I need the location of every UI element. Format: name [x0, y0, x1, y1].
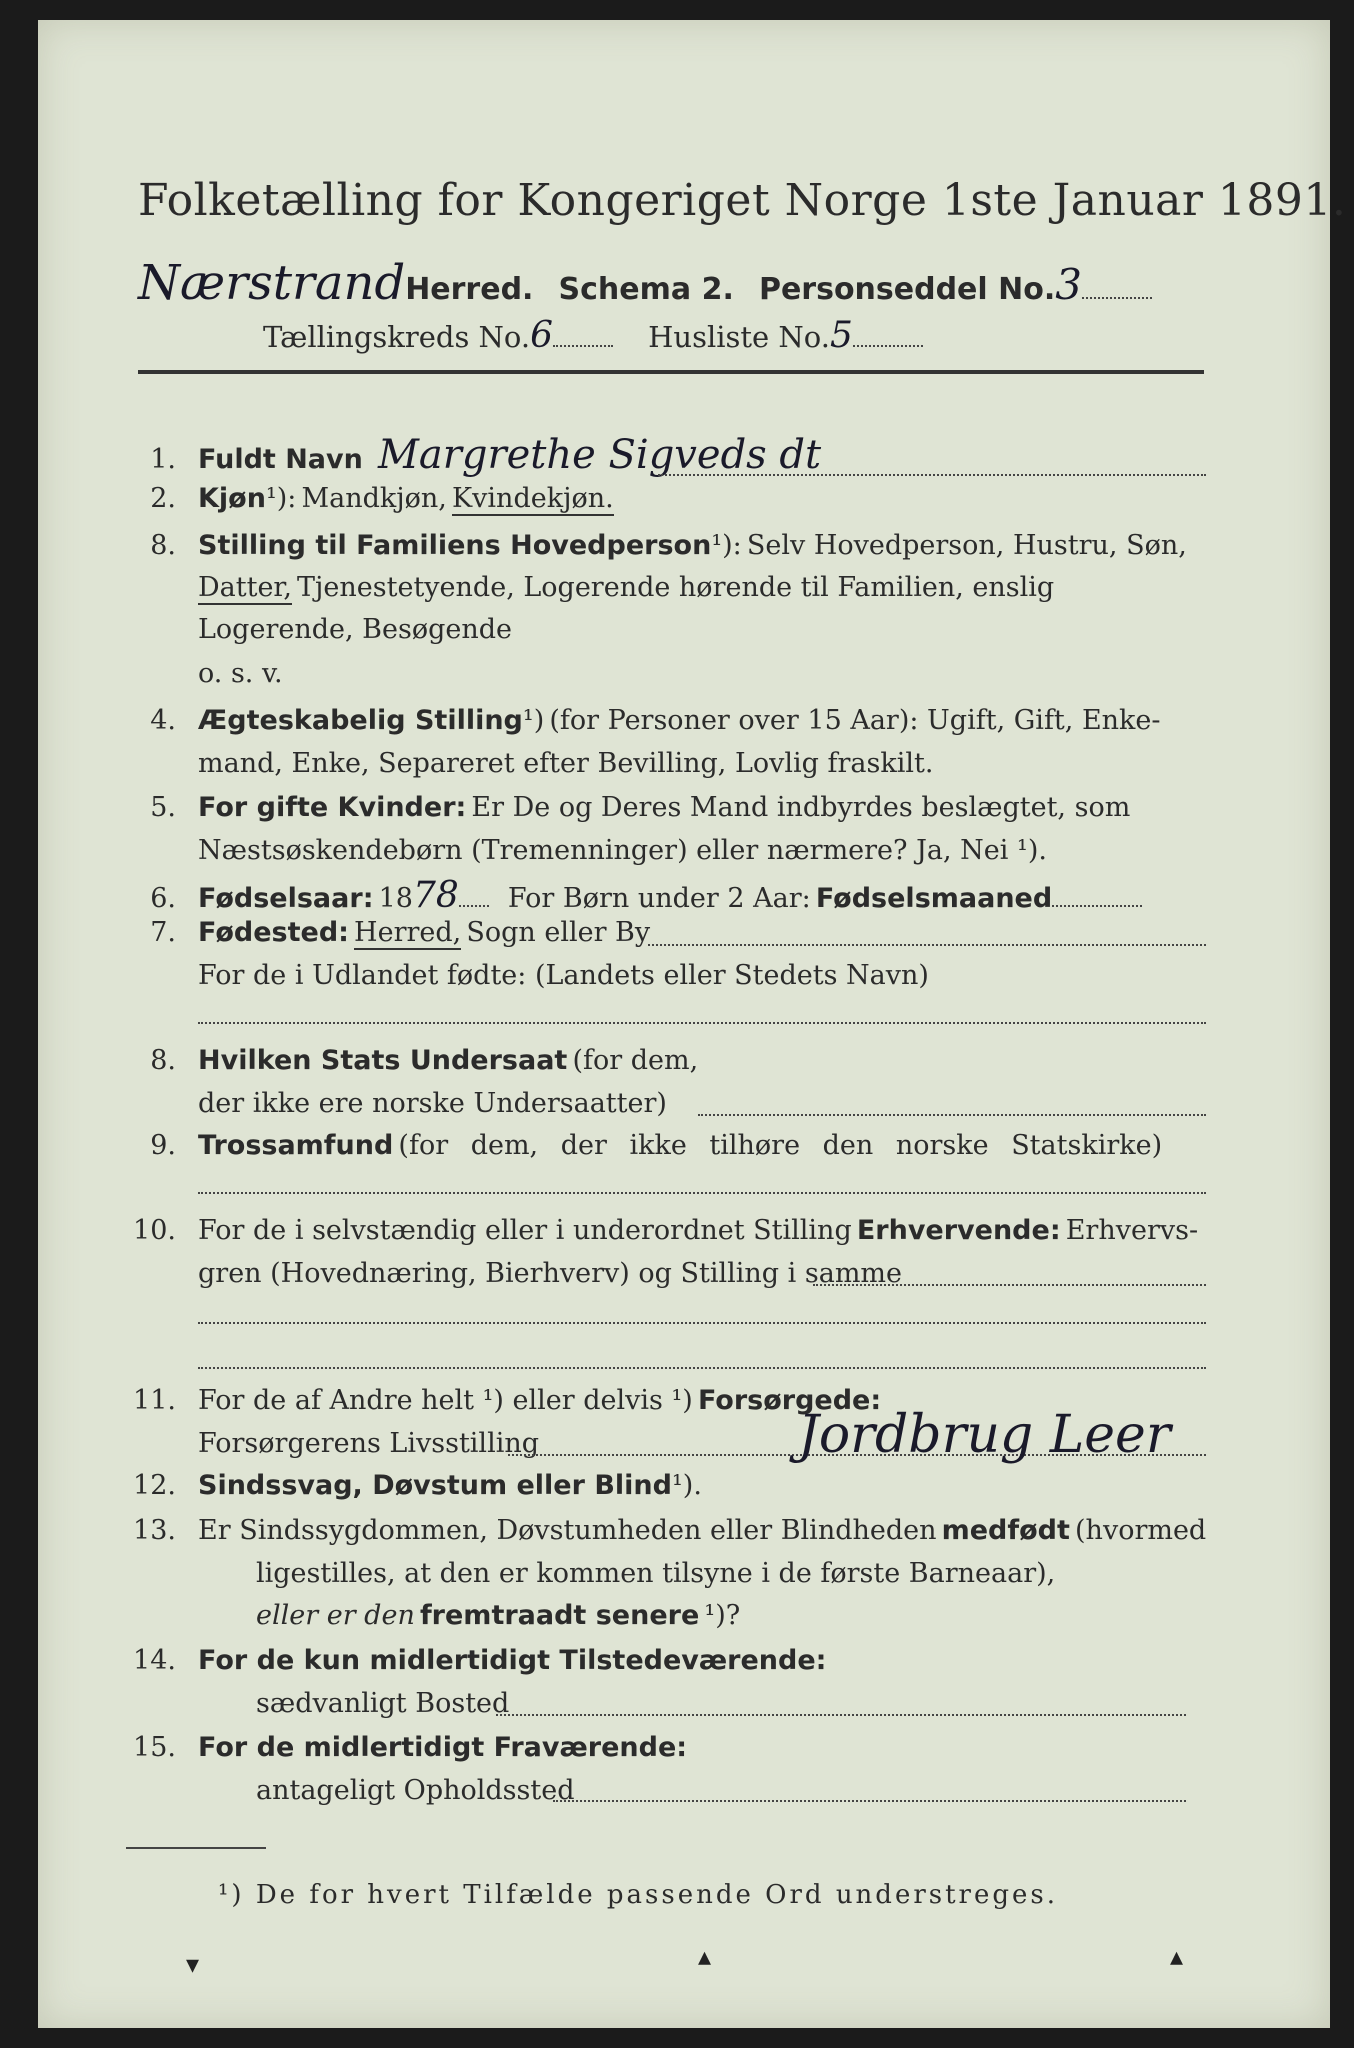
birth-year-value: 78 [412, 875, 459, 916]
field-label: Stilling til Familiens Hovedperson [198, 530, 712, 561]
superscript: ¹) [522, 705, 545, 736]
field-number: 4. [150, 705, 176, 736]
field-text: antageligt Opholdssted [256, 1775, 575, 1806]
personseddel-label: Personseddel No. [758, 272, 1056, 307]
field-text: For de af Andre helt ¹) eller delvis ¹) [198, 1385, 693, 1416]
field-label: Fødested: [198, 917, 349, 948]
field-label: Hvilken Stats Undersaat [198, 1045, 568, 1076]
field-text: mand, Enke, Separeret efter Bevilling, Lovlig fraskilt. [198, 748, 934, 779]
field-number: 15. [133, 1732, 176, 1763]
answer-line [648, 942, 1206, 946]
field-text: Logerende, Besøgende [198, 614, 512, 645]
field-text: Næstsøskendebørn (Tremenninger) eller nærmere? Ja, Nei ¹). [198, 835, 1047, 866]
option-herred-selected: Herred, [354, 917, 462, 948]
answer-line [198, 1320, 1206, 1324]
year-prefix: 18 [378, 883, 413, 914]
field-text: o. s. v. [198, 658, 283, 689]
field-label: Ægteskabelig Stilling [198, 705, 523, 736]
herred-handwritten: Nærstrand [138, 255, 406, 311]
field-text: For de i selvstændig eller i underordnet Stilling [198, 1215, 852, 1246]
field-11-line-2 [198, 1428, 539, 1459]
field-14 [118, 1645, 826, 1676]
field-4-line-2 [198, 748, 933, 779]
field-label: Sindssvag, Døvstum eller Blind [198, 1470, 672, 1501]
field-text: (for Personer over 15 Aar): Ugift, Gift, Enke- [549, 705, 1161, 736]
field-number: 10. [133, 1215, 176, 1246]
field-text: Erhvervs- [1065, 1215, 1199, 1246]
field-10 [118, 1215, 1198, 1246]
field-label: Kjøn [198, 483, 266, 514]
option-datter-selected: Datter, [198, 572, 292, 603]
field-label: Trossamfund [198, 1130, 394, 1161]
field-3-line-2 [198, 572, 1054, 603]
husliste-label: Husliste No. [648, 320, 830, 354]
header-rule [138, 370, 1204, 374]
field-text: (for dem, [572, 1045, 699, 1076]
field-label: Erhvervende: [856, 1215, 1061, 1246]
answer-line [553, 1798, 1186, 1802]
field-9 [118, 1130, 1162, 1161]
field-3-line-4 [198, 658, 283, 689]
field-text: gren (Hovednæring, Bierhverv) og Stilling i samme [198, 1258, 903, 1289]
superscript: ¹): [265, 483, 297, 514]
field-label: Fuldt Navn [198, 444, 363, 475]
field-5 [118, 792, 1130, 823]
field-number: 2. [150, 483, 176, 514]
field-label: Fødselsaar: [198, 883, 374, 914]
field-14-line-2 [256, 1688, 509, 1719]
field-label: For de midlertidigt Fraværende: [198, 1732, 688, 1763]
supporter-occupation-value: Jordbrug Leer [798, 1405, 1171, 1465]
field-13-line-3 [256, 1600, 740, 1631]
field-text: Er De og Deres Mand indbyrdes beslægtet, som [471, 792, 1131, 823]
field-text: (hvormed [1075, 1515, 1207, 1546]
corner-mark-icon: ▴ [698, 1942, 712, 1972]
field-3-line-3 [198, 614, 512, 645]
field-8-line-2 [198, 1088, 667, 1119]
personseddel-value: 3 [1055, 260, 1082, 309]
field-number: 1. [150, 444, 176, 475]
footnote-rule [126, 1847, 266, 1849]
field-text: (for dem, der ikke tilhøre den norske Statskirke) [398, 1130, 1163, 1161]
option-kvindekjon-selected: Kvindekjøn. [452, 483, 614, 514]
header-line-1 [138, 255, 1152, 311]
field-text: eller er den [256, 1600, 415, 1631]
field-label: Forsørgede: [697, 1385, 882, 1416]
answer-line [698, 1112, 1206, 1116]
field-text: ¹)? [704, 1600, 741, 1631]
answer-line [198, 1365, 1206, 1369]
field-label: Fødselsmaaned [815, 883, 1053, 914]
field-text: Sogn eller By [466, 917, 651, 948]
answer-line [198, 1020, 1206, 1024]
field-5-line-2 [198, 835, 1047, 866]
field-3 [118, 530, 1187, 561]
supporter-occupation-value-wrap [798, 1405, 1171, 1465]
kreds-value: 6 [530, 315, 554, 356]
full-name-value: Margrethe Sigveds dt [377, 432, 822, 478]
answer-line [813, 1282, 1206, 1286]
header-line-2 [263, 315, 923, 356]
field-text: Selv Hovedperson, Hustru, Søn, [746, 530, 1187, 561]
field-number: 9. [150, 1130, 176, 1161]
field-7-line-2 [198, 960, 929, 991]
option-mandkjon: Mandkjøn, [301, 483, 447, 514]
superscript: ¹). [671, 1470, 702, 1501]
footnote: ¹) De for hvert Tilfælde passende Ord understreges. [218, 1880, 1059, 1910]
field-4 [118, 705, 1161, 736]
field-text: ligestilles, at den er kommen tilsyne i de første Barneaar), [256, 1558, 1056, 1589]
field-number: 8. [150, 1045, 176, 1076]
field-number: 5. [150, 792, 176, 823]
field-number: 14. [133, 1645, 176, 1676]
field-11 [118, 1385, 881, 1416]
field-12 [118, 1470, 702, 1501]
field-number: 11. [133, 1385, 176, 1416]
field-number: 6. [150, 883, 176, 914]
kreds-label: Tællingskreds No. [263, 320, 531, 354]
field-text: Forsørgerens Livsstilling [198, 1428, 540, 1459]
field-7 [118, 917, 650, 948]
husliste-value: 5 [829, 315, 853, 356]
field-label: For gifte Kvinder: [198, 792, 467, 823]
field-13 [118, 1515, 1206, 1546]
field-text: sædvanligt Bosted [256, 1688, 510, 1719]
form-title: Folketælling for Kongeriget Norge 1ste Januar 1891. [138, 175, 1347, 226]
field-label: For de kun midlertidigt Tilstedeværende: [198, 1645, 827, 1676]
field-15 [118, 1732, 687, 1763]
field-number: 13. [133, 1515, 176, 1546]
schema-label: Schema 2. [558, 272, 734, 307]
field-15-line-2 [256, 1775, 575, 1806]
field-8 [118, 1045, 698, 1076]
field-text: der ikke ere norske Undersaatter) [198, 1088, 667, 1119]
field-text: For de i Udlandet fødte: (Landets eller Stedets Navn) [198, 960, 929, 991]
field-label: medfødt [941, 1515, 1070, 1546]
corner-mark-icon: ▴ [1170, 1942, 1184, 1972]
field-text: Tjenestetyende, Logerende hørende til Familien, enslig [297, 572, 1055, 603]
answer-line [658, 472, 1206, 476]
answer-line [496, 1712, 1186, 1716]
field-2 [118, 483, 614, 514]
answer-line [198, 1190, 1206, 1194]
field-label: fremtraadt senere [419, 1600, 700, 1631]
field-number: 8. [150, 530, 176, 561]
census-form-page [38, 20, 1347, 2028]
field-10-line-2 [198, 1258, 902, 1289]
herred-label: Herred. [405, 272, 534, 307]
field-text: For Børn under 2 Aar: [507, 883, 811, 914]
field-6 [118, 875, 1142, 916]
field-text: Er Sindssygdommen, Døvstumheden eller Blindheden [198, 1515, 937, 1546]
corner-mark-icon: ▾ [186, 1950, 200, 1980]
field-number: 7. [150, 917, 176, 948]
superscript: ¹): [711, 530, 742, 561]
field-13-line-2 [256, 1558, 1055, 1589]
field-number: 12. [133, 1470, 176, 1501]
